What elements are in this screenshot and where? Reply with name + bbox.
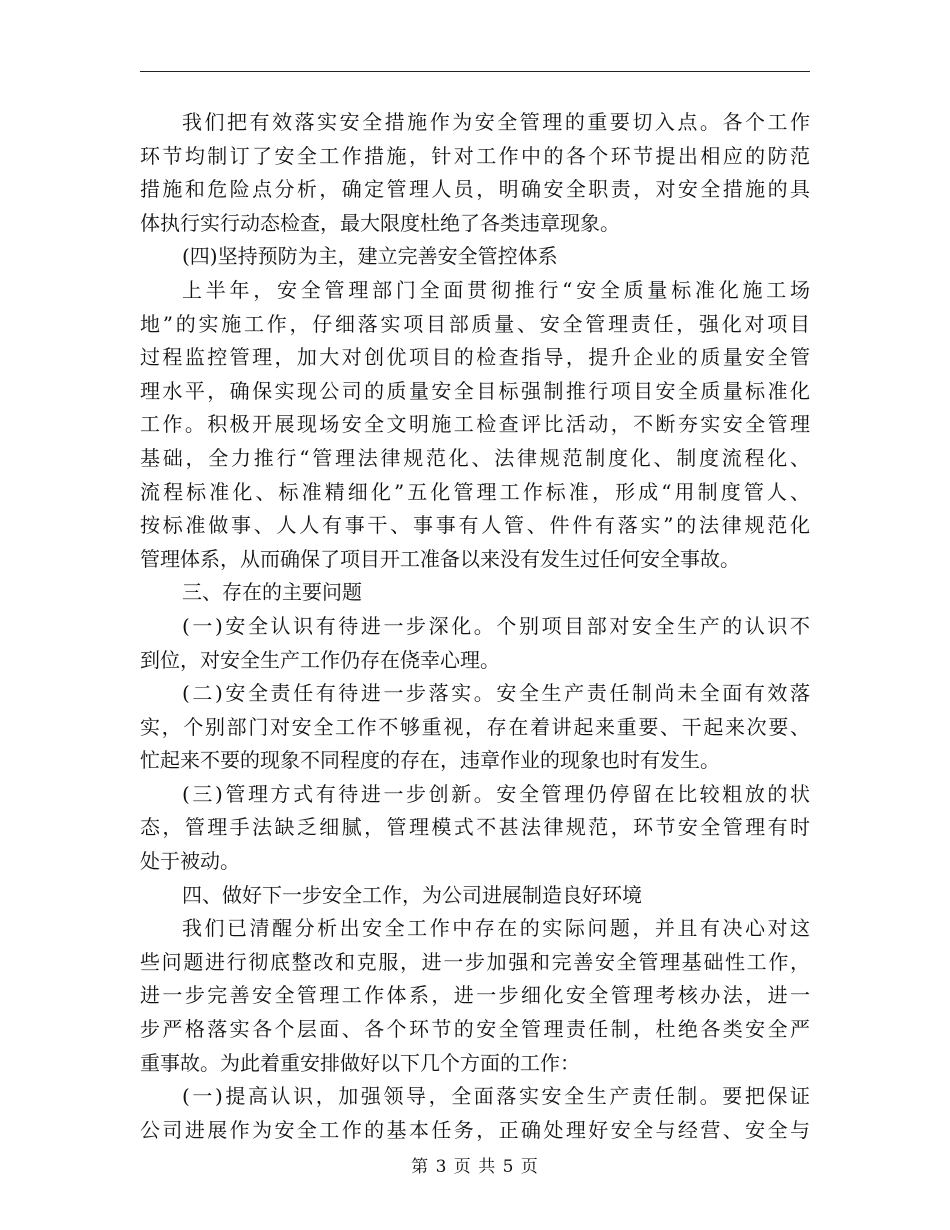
- text-line: 忙起来不要的现象不同程度的存在，违章作业的现象也时有发生。: [140, 748, 720, 773]
- text-line: 理水平，确保实现公司的质量安全目标强制推行项目安全质量标准化: [140, 378, 810, 403]
- text-line: 实，个别部门对安全工作不够重视，存在着讲起来重要、干起来次要、: [140, 714, 810, 739]
- page-number-footer: 第 3 页 共 5 页: [411, 1157, 539, 1177]
- text-line: 进一步完善安全管理工作体系，进一步细化安全管理考核办法，进一: [140, 983, 810, 1008]
- paragraph: [140, 912, 810, 1080]
- text-line: 处于被动。: [140, 849, 240, 874]
- header-rule: [140, 71, 810, 72]
- text-line: 三、存在的主要问题: [182, 580, 362, 605]
- text-line: 我们已清醒分析出安全工作中存在的实际问题，并且有决心对这: [182, 916, 810, 941]
- section-heading: [140, 576, 810, 610]
- text-line: 基础，全力推行“管理法律规范化、法律规范制度化、制度流程化、: [140, 445, 810, 470]
- text-line: 流程标准化、标准精细化”五化管理工作标准，形成“用制度管人、: [140, 479, 810, 504]
- text-line: 态，管理手法缺乏细腻，管理模式不甚法律规范，环节安全管理有时: [140, 815, 810, 840]
- section-heading: [140, 879, 810, 913]
- text-line: (三)管理方式有待进一步创新。安全管理仍停留在比较粗放的状: [182, 781, 810, 806]
- text-line: 些问题进行彻底整改和克服，进一步加强和完善安全管理基础性工作，: [140, 949, 810, 974]
- text-line: 四、做好下一步安全工作，为公司进展制造良好环境: [182, 882, 642, 907]
- text-line: 过程监控管理，加大对创优项目的检查指导，提升企业的质量安全管: [140, 345, 810, 370]
- text-line: 管理体系，从而确保了项目开工准备以来没有发生过任何安全事故。: [140, 546, 740, 571]
- text-line: (二)安全责任有待进一步落实。安全生产责任制尚未全面有效落: [182, 681, 810, 706]
- section-heading: [140, 240, 810, 274]
- text-line: (四)坚持预防为主，建立完善安全管控体系: [182, 244, 558, 269]
- paragraph: [140, 610, 810, 677]
- text-line: 上半年，安全管理部门全面贯彻推行“安全质量标准化施工场: [182, 277, 810, 302]
- text-line: 环节均制订了安全工作措施，针对工作中的各个环节提出相应的防范: [140, 143, 810, 168]
- text-line: 重事故。为此着重安排做好以下几个方面的工作：: [140, 1050, 580, 1075]
- paragraph: [140, 1080, 810, 1147]
- paragraph: [140, 274, 810, 576]
- paragraph: [140, 778, 810, 879]
- text-line: (一)安全认识有待进一步深化。个别项目部对安全生产的认识不: [182, 613, 810, 638]
- text-line: 地”的实施工作，仔细落实项目部质量、安全管理责任，强化对项目: [140, 311, 810, 336]
- text-line: 工作。积极开展现场安全文明施工检查评比活动，不断夯实安全管理: [140, 412, 810, 437]
- text-line: 公司进展作为安全工作的基本任务，正确处理好安全与经营、安全与: [140, 1117, 810, 1142]
- document-body: [140, 106, 810, 1147]
- text-line: 体执行实行动态检查，最大限度杜绝了各类违章现象。: [140, 210, 620, 235]
- text-line: 到位，对安全生产工作仍存在侥幸心理。: [140, 647, 500, 672]
- text-line: 按标准做事、人人有事干、事事有人管、件件有落实”的法律规范化: [140, 513, 810, 538]
- text-line: 我们把有效落实安全措施作为安全管理的重要切入点。各个工作: [182, 110, 810, 134]
- text-line: 步严格落实各个层面、各个环节的安全管理责任制，杜绝各类安全严: [140, 1017, 810, 1042]
- paragraph: [140, 677, 810, 778]
- paragraph: [140, 106, 810, 240]
- text-line: 措施和危险点分析，确定管理人员，明确安全职责，对安全措施的具: [140, 177, 810, 202]
- text-line: (一)提高认识，加强领导，全面落实安全生产责任制。要把保证: [182, 1084, 810, 1109]
